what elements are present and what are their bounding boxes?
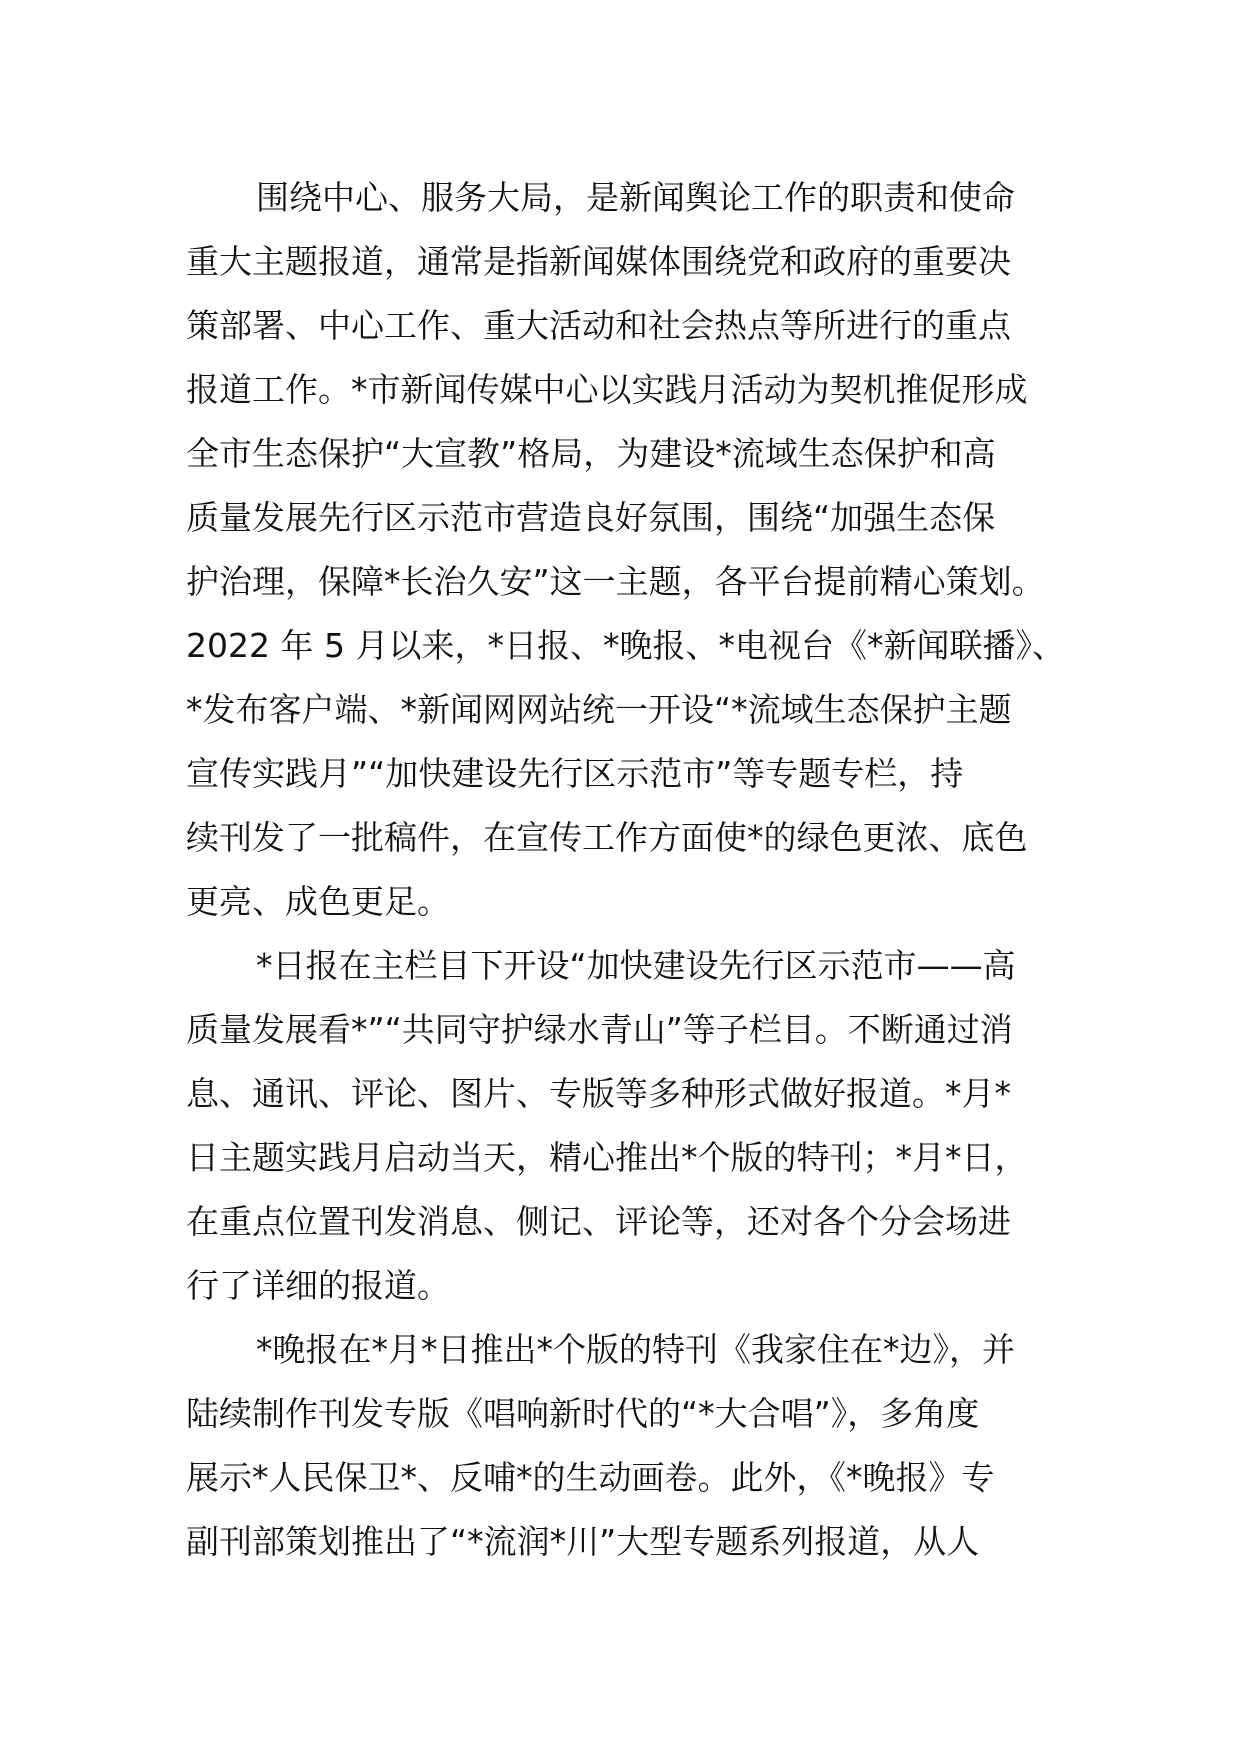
paragraph-line: 展示*人民保卫*、反哺*的生动画卷。此外，《*晚报》专: [186, 1458, 995, 1497]
paragraph-line: 围绕中心、服务大局，是新闻舆论工作的职责和使命: [256, 178, 1015, 217]
paragraph-line: 续刊发了一批稿件，在宣传工作方面使*的绿色更浓、底色: [186, 818, 1028, 857]
paragraph-line: *发布客户端、*新闻网网站统一开设“*流域生态保护主题: [186, 690, 1012, 729]
paragraph-1: [186, 166, 1065, 934]
paragraph-line: 护治理，保障*长治久安”这一主题，各平台提前精心策划。: [186, 562, 1045, 601]
paragraph-line: 质量发展先行区示范市营造良好氛围，围绕“加强生态保: [186, 498, 996, 537]
paragraph-line: 全市生态保护“大宣教”格局，为建设*流域生态保护和高: [186, 434, 996, 473]
paragraph-line: 2022 年 5 月以来，*日报、*晚报、*电视台《*新闻联播》、: [186, 626, 1065, 665]
paragraph-line: 息、通讯、评论、图片、专版等多种形式做好报道。*月*: [186, 1074, 1011, 1113]
paragraph-line: 更亮、成色更足。: [186, 882, 450, 921]
paragraph-line: 重大主题报道，通常是指新闻媒体围绕党和政府的重要决: [186, 242, 1011, 281]
paragraph-line: *晚报在*月*日推出*个版的特刊《我家住在*边》，并: [256, 1330, 1015, 1369]
paragraph-line: 日主题实践月启动当天，精心推出*个版的特刊；*月*日，: [186, 1138, 1028, 1177]
paragraph-2: [186, 934, 1054, 1318]
paragraph-line: 行了详细的报道。: [186, 1266, 450, 1305]
paragraph-line: 副刊部策划推出了“*流润*川”大型专题系列报道，从人: [186, 1522, 980, 1561]
paragraph-line: 陆续制作刊发专版《唱响新时代的“*大合唱”》，多角度: [186, 1394, 980, 1433]
paragraph-line: 策部署、中心工作、重大活动和社会热点等所进行的重点: [186, 306, 1011, 345]
paragraph-3: [186, 1318, 1054, 1574]
paragraph-line: *日报在主栏目下开设“加快建设先行区示范市——高: [256, 946, 1016, 985]
paragraph-line: 在重点位置刊发消息、侧记、评论等，还对各个分会场进: [186, 1202, 1011, 1241]
paragraph-line: 宣传实践月”“加快建设先行区示范市”等专题专栏，持: [186, 754, 964, 793]
document-body: [186, 166, 1065, 1574]
paragraph-line: 报道工作。*市新闻传媒中心以实践月活动为契机推促形成: [186, 370, 1028, 409]
paragraph-line: 质量发展看*”“共同守护绿水青山”等子栏目。不断通过消: [186, 1010, 1013, 1049]
